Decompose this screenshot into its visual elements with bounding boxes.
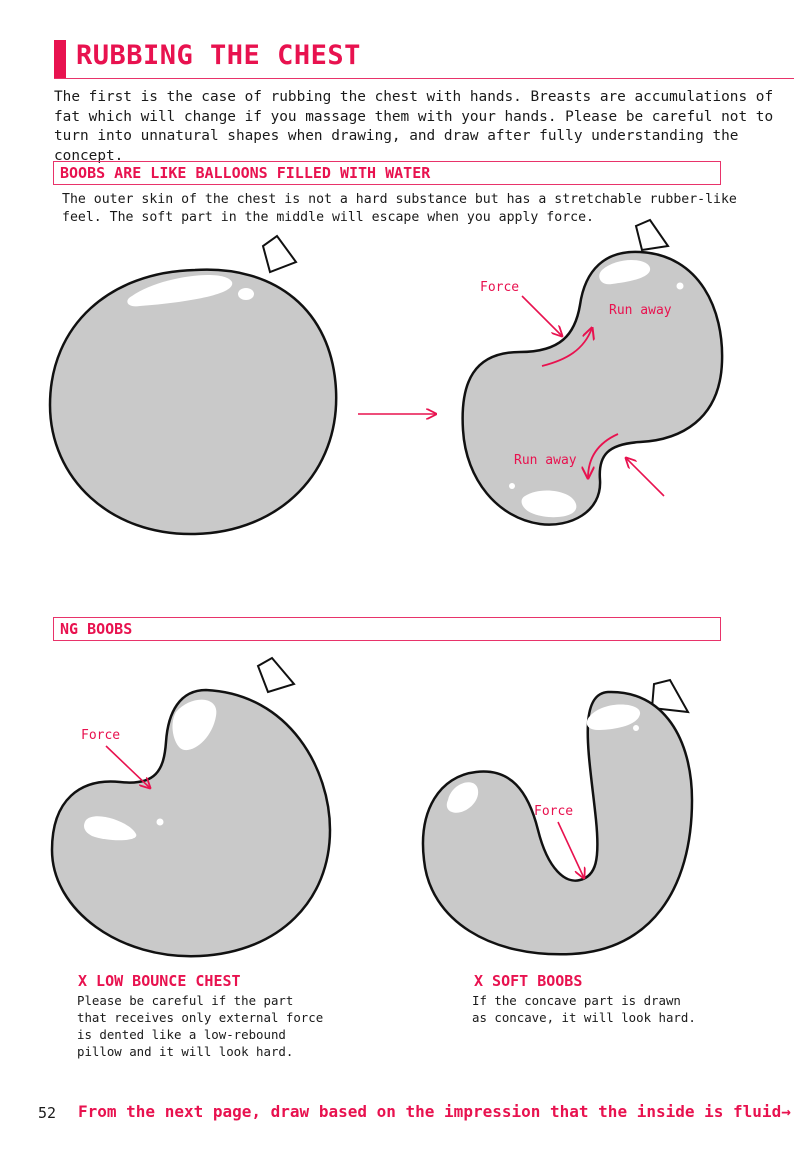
low-bounce-balloon [52,658,330,956]
force-arrow [558,822,584,878]
force-arrow-bottom [626,458,664,496]
footer-note: From the next page, draw based on the impression that the inside is fluid→ [78,1102,791,1121]
section-heading-balloons-text: BOOBS ARE LIKE BALLOONS FILLED WITH WATER [60,164,431,182]
page-title: RUBBING THE CHEST [76,40,361,71]
force-label-left: Force [81,728,121,743]
intro-paragraph: The first is the case of rubbing the chest with hands. Breasts are accumulations of fat which will change if you massage them with your hands. Please be careful not to turn into unnatural shapes when drawing, and draw after fully understanding the concept. [54,89,774,164]
soft-boobs-description: If the concave part is drawn as concave, it will look hard. [472,993,696,1025]
run-away-label-top: Run away [609,303,672,318]
force-arrow-top [522,296,562,336]
soft-boobs-title: X SOFT BOOBS [474,972,583,990]
low-bounce-title: X LOW BOUNCE CHEST [78,972,241,990]
section-heading-ng-text: NG BOOBS [60,620,133,638]
page-number: 52 [38,1104,57,1122]
section-balloons-description: The outer skin of the chest is not a hard substance but has a stretchable rubber-like feel. The soft part in the middle will escape when you apply force. [62,192,737,225]
section-heading-ng [53,617,721,641]
balloon-knot-icon [258,658,294,692]
run-away-label-bottom: Run away [514,453,577,468]
squeezed-balloon [463,220,723,525]
balloon-knot-icon [263,236,296,272]
force-label-right: Force [534,804,574,819]
force-label-top: Force [480,280,520,295]
balloon-knot-icon [636,220,668,250]
round-balloon [50,236,336,534]
low-bounce-description: Please be careful if the part that receives only external force is dented like a low-rebound pillow and it will look hard. [77,993,324,1059]
